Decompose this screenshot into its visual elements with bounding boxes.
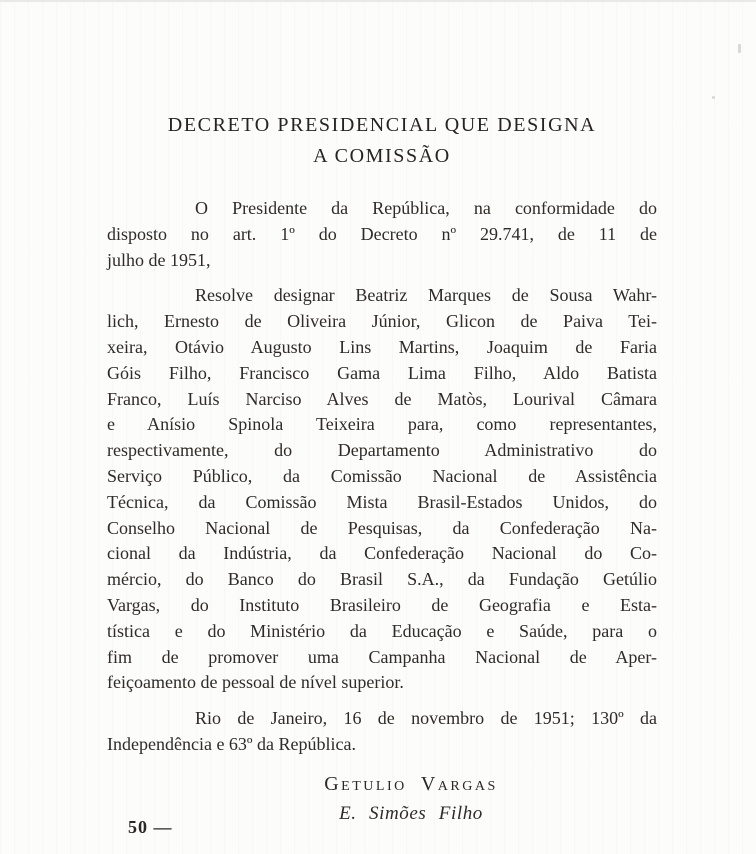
text-line: Independência e 63º da República. <box>107 733 356 754</box>
page-number: 50 — <box>128 817 173 837</box>
document-title-line2: A COMISSÃO <box>313 145 451 167</box>
signature-block <box>107 773 657 825</box>
text-line: Vargas, do Instituto Brasileiro de Geografia e Esta- <box>107 594 657 615</box>
paragraphs <box>107 196 657 758</box>
text-line: xeira, Otávio Augusto Lins Martins, Joaquim de Faria <box>107 336 657 357</box>
text-line: lich, Ernesto de Oliveira Júnior, Glicon de Paiva Tei- <box>107 311 657 332</box>
paragraph <box>107 283 657 696</box>
text-line: Góis Filho, Francisco Gama Lima Filho, Aldo Batista <box>107 362 657 383</box>
text-line: tística e do Ministério da Educação e Saúde, para o <box>107 620 657 641</box>
text-line: feiçoamento de pessoal de nível superior. <box>107 672 404 693</box>
text-line: respectivamente, do Departamento Administrativo do <box>107 440 657 461</box>
text-line: Técnica, da Comissão Mista Brasil-Estados Unidos, do <box>107 491 657 512</box>
text-line: cional da Indústria, da Confederação Nacional do Co- <box>107 543 657 564</box>
paragraph <box>107 196 657 273</box>
text-line: Resolve designar Beatriz Marques de Sousa Wahr- <box>195 285 657 306</box>
signature-president: Getulio Vargas <box>324 772 498 795</box>
text-line: Serviço Público, da Comissão Nacional de Assistência <box>107 465 657 486</box>
text-line: mércio, do Banco do Brasil S.A., da Fundação Getúlio <box>107 569 657 590</box>
signature-countersign: E. Simões Filho <box>339 802 483 824</box>
scan-edge-artifact <box>0 0 756 2</box>
document-body <box>107 110 657 825</box>
text-line: e Anísio Spinola Teixeira para, como representantes, <box>107 414 657 435</box>
document-title-line1: DECRETO PRESIDENCIAL QUE DESIGNA <box>167 114 597 136</box>
scan-speck <box>712 96 715 99</box>
text-line: Rio de Janeiro, 16 de novembro de 1951; 130º da <box>195 708 657 729</box>
paragraph <box>107 706 657 758</box>
text-line: disposto no art. 1º do Decreto nº 29.741, de 11 de <box>107 223 657 244</box>
text-line: Conselho Nacional de Pesquisas, da Confederação Na- <box>107 517 657 538</box>
text-line: O Presidente da República, na conformidade do <box>195 198 657 218</box>
text-line: julho de 1951, <box>107 249 211 270</box>
document-title <box>107 110 657 172</box>
text-line: Franco, Luís Narciso Alves de Matòs, Lourival Câmara <box>107 388 657 409</box>
scan-speck <box>738 44 741 53</box>
text-line: fim de promover uma Campanha Nacional de Aper- <box>107 646 657 667</box>
